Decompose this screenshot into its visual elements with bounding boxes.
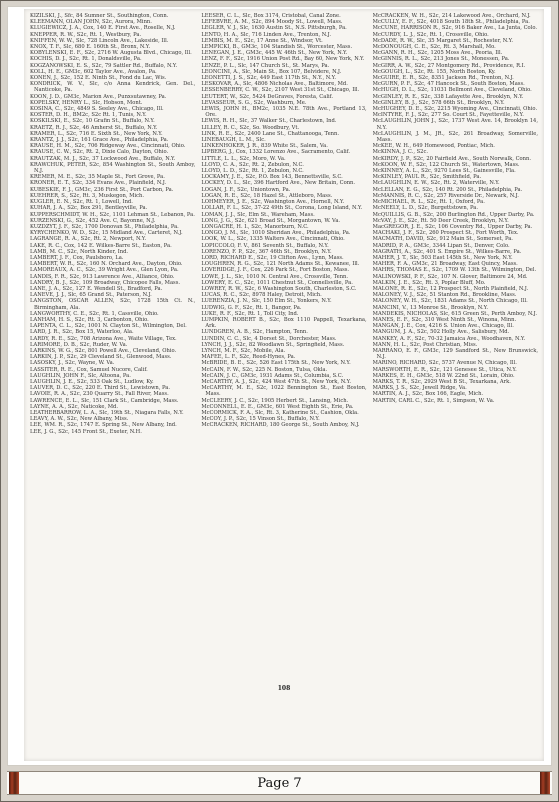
roster-entry: McNEELY, L. D., S2c, Burgettstown, Pa. — [372, 205, 479, 212]
roster-entry: McGINLEY, B. J., S2c, 578 66th St., Brooklyn, N.Y. — [372, 99, 505, 106]
roster-entry: MAHER, F. A., GM3c, 21 Broadway, East Quincy, Mass. — [372, 261, 518, 268]
roster-entry: McCULLY, E. F., S2c, 4018 South 18th St., Philadelphia, Pa. — [372, 19, 530, 26]
roster-entry: McGANN, R. H., S2c, 1205 Moss Ave., Peoria, Ill. — [372, 50, 503, 57]
roster-columns — [30, 13, 538, 685]
roster-entry: KOBYLENSKI, E. F., S2c, 2716 W. Augusta Blvd., Chicago, Ill. — [30, 50, 192, 57]
roster-entry: LEONCINI, A., Slc, Main St., Box 107, Belvidere, N.J. — [201, 68, 342, 75]
roster-entry: MANN, H. L., S2c, Post Christian, Miss. — [372, 341, 478, 348]
roster-entry: LOOK, W. L., S2c, 1335 Walters Ave., Cincinnati, Ohio. — [201, 236, 345, 243]
roster-entry: LAPENTA, C. L., S2c, 1001 N. Clayton St., Wilmington, Del. — [30, 323, 187, 330]
roster-entry: LENEGAN, J. E., GM3c, 445 W. 46th St., New York, N.Y. — [201, 50, 348, 57]
roster-entry: LEWIS, JOHN H., BM2c, 1035 N.E. 78th Ave., Portland 13, Ore. — [201, 106, 367, 119]
roster-entry: LENTO, H. A., Slc, 716 Linden Ave., Trenton, N.J. — [201, 31, 331, 38]
roster-entry: LOWREY, R. W., S2c, 6 Washington South, Charleston, S.C. — [201, 285, 357, 292]
roster-entry: McCONNELL, E. E., GM3c, 601 West Eighth St., Erie, Pa. — [201, 403, 354, 410]
roster-entry: McLAUGHLIN, J. M., JR., S2c, 261 Broadway, Somerville, Mass. — [372, 130, 538, 144]
roster-entry: LANEVE, J. J., Slc, 65 Grand St., Paterson, N.J. — [30, 292, 152, 299]
roster-entry: McKOON, W. F., S2c, 122 Church St., Watertown, Mass. — [372, 161, 520, 168]
roster-entry: MARKES, E. H., GM3c, 518 W. 22nd St., Lorain, Ohio. — [372, 372, 515, 379]
roster-entry: LENZE, P. L., Slc, 147 Church St., St. Marys, Pa. — [201, 62, 330, 69]
roster-entry: LENZ, F. F., S2c, 1916 Union Post Rd., Bay 60, New York, N.Y. — [201, 56, 365, 63]
roster-entry: LEMPICKI, B., GM3c, 104 Standish St., Worcester, Mass. — [201, 44, 353, 51]
roster-entry: LAMB, M. C., S2c, North Kinder, Ind. — [30, 248, 129, 255]
roster-entry: KOSKILSKI, E., S2c, 10 Grafin St., Buffalo, N.Y. — [30, 118, 155, 125]
roster-entry: LOWE, J. L., Slc, 1010 N. Central Ave., Crossville, Tenn. — [201, 273, 349, 280]
roster-entry: LEGLER, V. J., Slc, 1630 Austin St., N.S. Pittsburgh, Pa. — [201, 25, 347, 32]
roster-entry: MADRID, P. A., GM3c, 3344 Lipan St., Denver, Colo. — [372, 242, 510, 249]
roster-entry: McLAUGHLIN, JOHN J., S2c, 1737 West Ave. 14, Brooklyn 14, N.Y. — [372, 118, 538, 131]
roster-entry: MANDEKIS, NICHOLAS, Slc, 615 Green St., Perth Amboy, N.J. — [372, 310, 537, 317]
roster-entry: McGIRR, A. W., S2c, 27 Montgomery Rd., Providence, R.I. — [372, 62, 526, 69]
roster-entry: MALKIN, J. E., S2c, Rt. 3, Poplar Bluff, Mo. — [372, 279, 486, 286]
roster-entry: McCLEERY, J. C., S2c, 1905 Herbert St., Lansing, Mich. — [201, 397, 349, 404]
roster-entry: LOWERY, E. C., S2c, 1011 Chestnut St., Connellsville, Pa. — [201, 279, 353, 286]
roster-entry: LOUGHREN, R. G., S2c, 121 North Adams St., Kewanee, Ill. — [201, 261, 360, 268]
roster-entry: LANE, J. A., S2c, 127 E. Wendell St., Bradford, Pa. — [30, 285, 163, 292]
roster-entry: MACHAKI, J. F., S2c, 260 Prospect St., Fort Worth, Tex. — [372, 230, 519, 237]
roster-entry: McCARTHY, A. J., S2c, 424 West 47th St., New York, N.Y. — [201, 378, 351, 385]
roster-entry: LINKENHOKER, J. R., 839 White St., Salem, Va. — [201, 143, 328, 150]
roster-entry: McKIRDY, J. P., S2c, 20 Fairfield Ave., South Norwalk, Conn. — [372, 155, 531, 162]
roster-entry: LINK, R. E., S2c, 2400 Lane St., Chattanooga, Tenn. — [201, 130, 339, 137]
roster-entry: McMICHAEL, R. L., S2c, Rt. 1, Oxford, Pa. — [372, 199, 485, 206]
roster-entry: LOVERIDGE, J. F., Cox, 226 Park St., Fort Boston, Mass. — [201, 267, 350, 274]
page-folio-number: 108 — [277, 685, 291, 692]
roster-entry: McQUILLIS, G. B., S2c, 200 Burlington Rd., Upper Darby, Pa. — [372, 211, 535, 218]
roster-entry: LUNDIN, C. C., Slc, 4 Dorset St., Dorchester, Mass. — [201, 335, 337, 342]
roster-entry: McCORMICK, F. A., Slc, Rt. 3, Katherine St., Cashion, Okla. — [201, 410, 359, 416]
roster-entry: MALONEY, W. H., S2c, 1831 Adams St., North Chicago, Ill. — [372, 298, 528, 305]
roster-entry: KOLL, H. E., GM3c, 602 Taylor Ave., Avalon, Pa. — [30, 68, 157, 75]
roster-entry: LEVASSEUR, S. G., S2c, Washburn, Me. — [201, 99, 307, 106]
roster-entry: LAYNE, A. A., S2c, Naticoke, Md. — [30, 403, 119, 410]
page-navigation-bar — [7, 771, 552, 795]
roster-entry: KOSINA, C., S2c, 4849 S. Seeley Ave., Chicago, Ill. — [30, 106, 164, 113]
roster-column-2 — [201, 13, 366, 685]
roster-entry: KLEEMANN, OLAN JOHN, S2c, Aurora, Minn. — [30, 19, 152, 26]
roster-entry: MANGUM, J. A., S2c, 502 Holly Ave., Salisbury, Md. — [372, 329, 510, 336]
roster-entry: KLUGIEWICZ, J. A., Cox, 140 E. First Ave., Roselle, N.J. — [30, 25, 176, 32]
roster-entry: McCRACKEN, RICHARD, 180 George St., South Amboy, N.J. — [201, 422, 360, 429]
roster-entry: McGOUGH, L., S2c, Rt. 155, North Boston, Ky. — [372, 68, 496, 75]
roster-entry: McKEE, W. H., 649 Homewood, Pontiac, Mich. — [372, 143, 495, 150]
roster-column-1 — [30, 13, 195, 685]
roster-entry: LESKOVAR, A., Slc, 4806 Nicholas Ave., Baltimore, Md. — [201, 81, 348, 88]
roster-entry: MAHER, J. T., Slc, 503 East 145th St., New York, N.Y. — [372, 254, 513, 261]
roster-entry: KNEPPER, R. W., S2c, Rt. 1, Westbury, Pa. — [30, 31, 142, 38]
roster-entry: McKINNEY, A. L., S2c, 9270 Lees St., Gainesville, Fla. — [372, 168, 516, 175]
roster-entry: KURZENSKI, G., S2c, 452 Ave. C, Bayonne, N.J. — [30, 217, 156, 224]
roster-entry: LAKE, R. C., Cox, 142 E. Wilkes-Barre St., Easton, Pa. — [30, 242, 172, 249]
roster-entry: LOHMEYER, J. E., S2c, Washington Ave., Hornell, N.Y. — [201, 199, 345, 206]
roster-entry: LARD, J. R., S2c, Box 15, Waterloo, Ala. — [30, 329, 134, 336]
roster-entry: McKINNA, J. C., S2c. — [372, 149, 429, 156]
roster-entry: KUEHRER, S., S2c, Rt. 3, Muskegon, Mich. — [30, 192, 145, 199]
roster-entry: KNIFFEN, W. W., Slc, 728 Lincoln Ave., Lakeside, Ill. — [30, 37, 169, 44]
roster-entry: KUBESKIE, F. J., GM3c, 236 First St., Port Carbon, Pa. — [30, 186, 174, 193]
roster-entry: McGUIRE, E. R., S2c, 8351 Jackson Rd., Trenton, N.J. — [372, 75, 514, 82]
roster-entry: MALONEY, V. J., S2c, 51 Stanton Rd., Brookline, Mass. — [372, 292, 517, 299]
roster-entry: LOGAN, J. F., S2c, Uniontown, Pa. — [201, 186, 291, 193]
roster-entry: KYRYCHENKO, W. D., S2c, 15 Midland Ave., Carteret, N.J. — [30, 230, 183, 237]
scan-area — [7, 6, 552, 766]
roster-entry: MAGRATH, A., S2c, 401 S. Empire St., Wilkes-Barre, Pa. — [372, 248, 522, 255]
roster-entry: KRAETZ, R. J., S2c, 46 Amherst St., Buffalo, N.Y. — [30, 124, 158, 131]
roster-entry: MACMATH, DAVID, S2c, 912 Main St., Somerset, Pa. — [372, 236, 513, 243]
roster-entry: LONGACRE, H. I., S2c, Manorburn, N.C. — [201, 223, 309, 230]
roster-entry: McHUGH, D. L., S2c, 11031 Bellmont Ave., Cleveland, Ohio. — [372, 87, 532, 94]
roster-entry: LARKIN, J. P., S2c, 29 Cleveland St., Glenwood, Mass. — [30, 354, 172, 361]
roster-entry: LOMAN, J. J., Slc, Elm St., Wareham, Mass. — [201, 211, 315, 218]
roster-entry: LUMPKIN, ROBERT B., S2c, Box 1110 Pappell, Texarkana, Ark. — [201, 316, 367, 330]
roster-entry: LANGSTON, OSCAR ALLEN, S2c, 1728 15th Ct. N., Birmingham, Ala. — [30, 298, 196, 311]
roster-entry: LANGWORTHY, C. E., S2c, Rt. 1, Cassville, Ohio. — [30, 310, 159, 317]
roster-entry: LUNDGREN, A. B., S2c, Hampton, Tenn. — [201, 329, 308, 336]
roster-entry: LOGAN, R. E., S2c, 18 Hazel St., Attleboro, Mass. — [201, 192, 333, 199]
roster-entry: McGINLEY, R. E., S2c, 338 Lafayette Ave., Brooklyn, N.Y. — [372, 93, 524, 100]
roster-entry: LYNCH, J. J., S2c, 82 Woodlawn St., Springfield, Mass. — [201, 341, 345, 348]
roster-entry: LAMBERT, W. R., S2c, 160 N. Orchard Ave., Dayton, Ohio. — [30, 261, 183, 268]
roster-entry: LANDRY, B. J., S2c, 109 Broadway, Chicopee Falls, Mass. — [30, 279, 181, 286]
roster-entry: McLAUGHLIN, E. W., S2c, Rt. 2, Waterville, N.Y. — [372, 180, 500, 187]
roster-entry: McCARTHY, M. E., S2c, 1022 Bennington St., East Boston, Mass. — [201, 385, 367, 398]
roster-entry: McCOY, J. P., S2c, 15 Vinson St., Buffalo, N.Y. — [201, 416, 320, 423]
roster-entry: LOPICCOLO, F. V., 861 Seventh St., Buffalo, N.Y. — [201, 242, 329, 249]
roster-entry: LESSENBERRY, C. W., S2c, 2107 West 31st St., Chicago, Ill. — [201, 87, 360, 94]
roster-entry: LLOYD, C. A., S2c, Rt. 2, Zebulon, N.C. — [201, 161, 304, 168]
roster-entry: MANKEY, A. F., S2c, 70-32 Jamaica Ave., Woodhaven, N.Y. — [372, 335, 526, 342]
roster-entry: KONEN, J., S2c, 152 E. Ninth St., Fond du Lac, Wis. — [30, 75, 167, 82]
roster-entry: KUPPERSCHMIDT, W. H., S2c, 1101 Lehman St., Lebanon, Pa. — [30, 211, 195, 218]
roster-entry: LLOYD, L. D., S2c, Rt. 1, Zebulon, N.C. — [201, 168, 304, 175]
roster-entry: KRAUTZAK, M. J., S2c, 37 Lockwood Ave., Buffalo, N.Y. — [30, 155, 176, 162]
roster-entry: KRANTZ, J. J., S2c, 161 Grace Ave., Philadelphia, Pa. — [30, 137, 169, 144]
roster-entry: McCUNE, HARRISON R., S2c, 916 Baker Ave., La Junta, Colo. — [372, 25, 538, 32]
roster-entry: MANCINI, V., 13 Monroe St., Brooklyn, N.Y. — [372, 304, 489, 311]
roster-entry: McDONOUGH, C. E., S2c, Rt. 3, Marshall, Mo. — [372, 44, 496, 51]
roster-entry: LEAVY, A. W., S2c, New Albany, Miss. — [30, 416, 129, 423]
roster-entry: MANGAN, J. E., Cox, 4216 S. Union Ave., Chicago, Ill. — [372, 323, 514, 330]
roster-entry: KONDRICK, W. V., Slc, c/o Anna Kendrick, Gen. Del., Nanticoke, Pa. — [30, 81, 196, 94]
roster-entry: McCAIN, F. W., S2c, 225 N. Boston, Tulsa, Okla. — [201, 366, 328, 373]
roster-entry: LONG, J. G., S2c, 621 Broad St., Morgantown, W. Va. — [201, 217, 341, 224]
scanned-page — [24, 9, 544, 761]
roster-entry: LEWIS, R. H., Slc, 37 Walker St., Charlestown, Ind. — [201, 118, 337, 125]
roster-entry: McCRACKEN, W. H., S2c, 214 Lakewood Ave., Orchard, N.J. — [372, 13, 531, 19]
roster-entry: McVAY, J. E., S2c, Rt. 50 Deer Creek, Brooklyn, N.Y. — [372, 217, 509, 224]
roster-entry: KIZILSKI, J., Sfc, 84 Sumner St., Southington, Conn. — [30, 13, 169, 19]
roster-entry: LEUTERT, W., S2c, 5424 DeGraves, Foresta, Calif. — [201, 93, 334, 100]
roster-entry: McKINLEY, PAUL R., S2c, Smithfield, Pa. — [372, 174, 482, 181]
roster-entry: LORENZO, F. P., S2c, 367 46th St., Brooklyn, N.Y. — [201, 248, 332, 255]
roster-entry: LAMOREAUX, A. C., S2c, 39 Wright Ave., Glen Lyon, Pa. — [30, 267, 179, 274]
roster-entry: MAHRS, THOMAS E., S2c, 1709 W. 13th St., Wilmington, Del. — [372, 267, 537, 274]
roster-entry: LAMBERT, J. F., Cox, Paulsboro, La. — [30, 254, 124, 261]
roster-entry: KOPELSKY, HENRY L., Slc, Hobson, Mont. — [30, 99, 143, 106]
roster-entry: McCURDY, L. J., S2c, Rt. 1, Crossville, Ohio. — [372, 31, 489, 38]
roster-entry: McCAIN, J. C., GM3c, 1931 Adams St., Columbia, S.C. — [201, 372, 344, 379]
roster-entry: McDADE, R. W., Slc, 35 Margaret St., Rochester, N.Y. — [372, 37, 514, 44]
roster-entry: LASSITER, R. E., Cox, Samuel Nucore, Calif. — [30, 366, 148, 373]
roster-entry: LILLEY, R. C., S2c, So. Woodbury, Vt. — [201, 124, 300, 131]
roster-entry: McGINNIS, R. L., S2c, 213 Jones St., Monessen, Pa. — [372, 56, 510, 63]
roster-entry: LASOSKY, J., S2c, Wayne, W. Va. — [30, 360, 115, 367]
roster-entry: McINTYRE, F. J., S2c, 277 So. Court St., Fayetteville, N.Y. — [372, 112, 524, 119]
roster-entry: LANHAM, H. S., S2c, Rt. 3, Carbonton, Ohio. — [30, 316, 149, 323]
roster-entry: KNOX, T. F., Slc, 680 E. 160th St., Bronx, N.Y. — [30, 44, 151, 51]
roster-entry: MARINO, RICHARD, S2c, 5737 Avenue N, Chicago, Ill. — [372, 360, 517, 367]
roster-entry: KOSTER, D. H., BM2c, S2c Rt. 1, Tunis, N.Y. — [30, 112, 147, 119]
ribbon-right-decoration — [540, 772, 550, 794]
roster-entry: LUKE, R. F., S2c, Rt. 1, Toll City, Ind. — [201, 310, 299, 317]
roster-entry: LARDY, R. E., S2c, 708 Arizona Ave., Waite Village, Tex. — [30, 335, 177, 342]
roster-entry: MAFEE, L. F., S2c, Reed-Hynes, Pa. — [201, 354, 296, 361]
roster-entry: MARSWORTH, E. R., S2c, 121 Genesee St., Utica, N.Y. — [372, 366, 517, 373]
roster-entry: LOCKAMY, J. E., S2c, P.O. Box 143, Bennettsville, S.C. — [201, 174, 343, 181]
roster-entry: LAGRANGE, R. A., S2c, Rt. 2, Newport, N.Y. — [30, 236, 147, 243]
roster-entry: LAUGHLIN, JOHN F., Slc, Altoona, Pa. — [30, 372, 131, 379]
roster-entry: KUHAR, J. A., S2c, Box 291, Bentleyville, Pa. — [30, 205, 148, 212]
roster-entry: KOCHIS, D. J., S2c, Rt. 1, Donaldsville, Pa. — [30, 56, 142, 63]
roster-entry: MARKS, T. R., S2c, 2929 West B St., Texarkana, Ark. — [372, 378, 511, 385]
roster-entry: LYNCH, M. F., S2c, Mobile, Ala. — [201, 347, 286, 354]
roster-entry: LAUGHLIN, J. E., S2c, 533 Oak St., Ludlow, Ky. — [30, 378, 154, 385]
roster-entry: MALONE, R. E., S2c, 12 Prospect St., North Plainfield, N.J. — [372, 285, 529, 292]
roster-entry: LEE, J. G., S2c, 145 Front St., Exeter, N.H. — [30, 428, 142, 435]
roster-entry: LAWRENCE, E. L., Slc, 151 Clark St., Cambridge, Mass. — [30, 397, 179, 404]
page-label: Page 7 — [257, 776, 302, 791]
roster-entry: LUCAS, R. C., S2c, 8978 Haley, Detroit, Mich. — [201, 292, 322, 299]
roster-entry: McGURN, P. F., S2c, 47 Hancock St., South Boston, Mass. — [372, 81, 525, 88]
roster-entry: MALINOWSKI, P. F., S2c, 107 N. Glover, Baltimore 24, Md. — [372, 273, 528, 280]
roster-entry: LEE, WM. R., S2c, 1747 E. Spring St., New Albany, Ind. — [30, 422, 177, 429]
roster-entry: LEONETTI, J. S., S2c, 449 East 117th St., N.Y., N.Y. — [201, 75, 337, 82]
roster-entry: MARTIN, CARL C., S2c, Rt. 1, Simpson, W. Va. — [372, 397, 495, 404]
roster-entry: KRAUSE, H. M., S2c, 706 Ridgeway Ave., Cincinnati, Ohio. — [30, 143, 186, 150]
roster-entry: KRONER, E. T., S2c, 334 Evans Ave., Plainfield, N.J. — [30, 180, 167, 187]
roster-entry: LITTLE, L. L., S2c, Moro, W. Va. — [201, 155, 286, 162]
roster-entry: McHUGHEY, D. E., S2c, 2215 Wyoming Ave., Cincinnati, Ohio. — [372, 106, 538, 113]
roster-entry: LUDWIG, G. F., S2c, Rt. 1, Bangor, Pa. — [201, 304, 302, 311]
roster-entry: MARKS, J. S., S2c, Jewell Ridge, Va. — [372, 385, 467, 392]
roster-column-3 — [373, 13, 538, 685]
roster-entry: KRAMER, L., S2c, 716 E. Sixth St., New York, N.Y. — [30, 130, 163, 137]
roster-entry: LAVOIE, R. A., S2c, 230 Quarry St., Fall River, Mass. — [30, 391, 169, 398]
roster-entry: KOON, J. D., GM3c, Marion Ave., Punxsutawney, Pa. — [30, 93, 167, 100]
roster-entry: LARKINS, W. G., S2c, 801 Powell Ave., Cleveland, Ohio. — [30, 347, 177, 354]
roster-entry: LOCKEY, D. L., Slc, 396 Hartford Ave., New Britain, Conn. — [201, 180, 356, 187]
roster-entry: KRAUSE, C. W., S2c, Rt. 2, Dixie Calo, Dayton, Ohio. — [30, 149, 169, 156]
roster-entry: MANES, E. F., S2c, 310 West Ninth St., Winona, Minn. — [372, 316, 517, 323]
roster-entry: KRAWCHUK, PETER, S2c, 854 Washington St., South Amboy, N.J. — [30, 161, 196, 175]
roster-entry: LANDIS, F. R., S2c, 913 Lawrence Ave., Alliance, Ohio. — [30, 273, 175, 280]
roster-entry: LEMBIS, M. E., S2c, 17 Anne St., Windsor, Vt. — [201, 37, 323, 44]
roster-entry: LEFEBVRE, A. M., S2c, 894 Moody St., Lowell, Mass. — [201, 19, 343, 26]
roster-entry: MacGREGOR, J. E., S2c, 106 Coventry Rd., Upper Darby, Pa. — [372, 223, 533, 230]
roster-entry: LIPBERG, J., Cox, 1332 Lorenzo Ave., Sacramento, Calif. — [201, 149, 351, 156]
roster-entry: LONGO, J. M., Slc, 1010 Sheridan Ave., Philadelphia, Pa. — [201, 230, 351, 237]
roster-entry: LAUVER, D. C., S2c, 220 E. Third St., Lewistown, Pa. — [30, 385, 171, 392]
roster-entry: MARTIN, A. J., S2c, Box 166, Eagle, Mich. — [372, 391, 484, 398]
roster-entry: LUERENZIA, J. N., Slc, 150 Elm St., Yonkers, N.Y. — [201, 298, 332, 305]
roster-entry: McMANNIS, R. C., S2c, 257 Riverside Dr., Newark, N.J. — [372, 192, 519, 199]
roster-entry: KUZDZYT, J. F., S2c, 1700 Donovan St., Philadelphia, Pa. — [30, 223, 179, 230]
roster-entry: LOLLAR, F. L., S2c, 37-22 49th St., Corona, Long Island, N.Y. — [201, 205, 363, 212]
roster-entry: McBRIDE, B. E., S2c, 526 East 175th St., New York, N.Y. — [201, 360, 351, 367]
roster-entry: McLELLAN, E. G., S2c, 140 Rt. 200 St., Philadelphia, Pa. — [372, 186, 523, 193]
roster-entry: LARIMORE, D. B., S2c, Ruder, W. Va. — [30, 341, 128, 348]
roster-entry: MARRANO, E. F., GM3c, 129 Sandford St., New Brunswick, N.J. — [372, 347, 538, 361]
roster-entry: KOGZANOWSKI, E. S., S2c, 79 Sattler Rd., Buffalo, N.Y. — [30, 62, 178, 69]
roster-entry: KUGLER, E. N., S2c, Rt. 1, Lowell, Ind. — [30, 199, 133, 206]
roster-entry: LINEBAUGH, L. M., Slc. — [201, 137, 266, 144]
roster-entry: KREMER, M. E., S2c, 35 Maple St., Fort Grove, Pa. — [30, 174, 165, 181]
roster-entry: LORD, RICHARD E., S2c, 19 Clifton Ave., Lynn, Mass. — [201, 254, 344, 261]
roster-entry: LEESER, C. L., Slc, Box 3174, Cristobal, Canal Zone. — [201, 13, 341, 19]
roster-entry: LEATHERBARROW, L. A., Slc, 19th St., Niagara Falls, N.Y. — [30, 410, 184, 416]
